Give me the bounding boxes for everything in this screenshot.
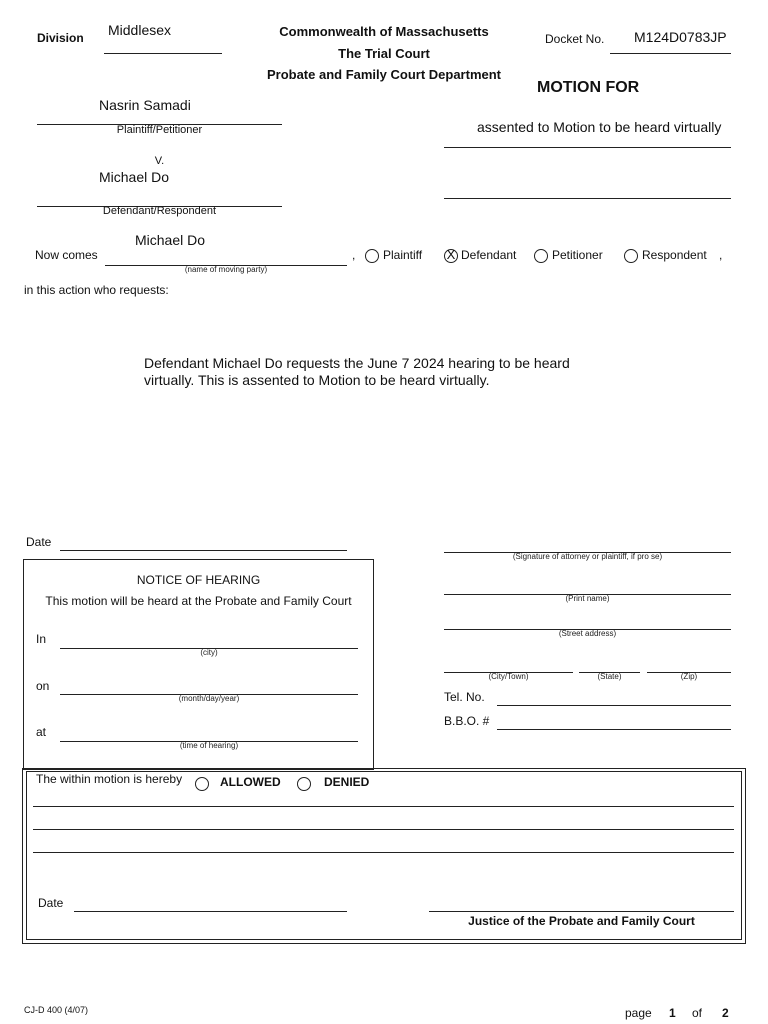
moving-party-caption: (name of moving party) [184, 265, 268, 274]
date-line[interactable] [60, 550, 347, 551]
notice-of-hearing-box [23, 559, 374, 770]
motion-subject-line [444, 147, 731, 148]
division-line [104, 53, 222, 54]
street-caption: (Street address) [558, 629, 617, 638]
tel-line[interactable] [497, 705, 731, 706]
denied-radio[interactable] [297, 777, 311, 791]
notice-time-caption: (time of hearing) [179, 741, 239, 750]
plaintiff-name[interactable]: Nasrin Samadi [99, 97, 191, 113]
check-mark-icon: X [446, 247, 456, 262]
plaintiff-label: Plaintiff/Petitioner [116, 124, 203, 136]
request-text-line2[interactable]: virtually. This is assented to Motion to be heard virtually. [144, 372, 490, 388]
petitioner-radio[interactable] [534, 249, 548, 263]
ruling-line-1[interactable] [33, 806, 734, 807]
motion-subject[interactable]: assented to Motion to be heard virtually [477, 119, 722, 135]
notice-at-label: at [36, 725, 47, 739]
defendant-option-label: Defendant [461, 248, 517, 262]
state-caption: (State) [597, 672, 622, 681]
page-number: 1 [669, 1006, 676, 1020]
court-name-line3: Probate and Family Court Department [266, 67, 502, 82]
ruling-line-3[interactable] [33, 852, 734, 853]
docket-line [610, 53, 731, 54]
notice-on-label: on [36, 679, 50, 693]
date-label: Date [26, 535, 52, 549]
trailing-comma: , [719, 248, 723, 262]
form-id: CJ-D 400 (4/07) [24, 1005, 89, 1015]
allowed-radio[interactable] [195, 777, 209, 791]
comma: , [352, 248, 356, 262]
justice-signature-line[interactable] [429, 911, 734, 912]
ruling-lead-text: The within motion is hereby [36, 772, 183, 786]
notice-in-label: In [36, 632, 47, 646]
bbo-label: B.B.O. # [444, 714, 490, 728]
ruling-date-label: Date [38, 896, 64, 910]
of-label: of [692, 1006, 703, 1020]
notice-date-caption: (month/day/year) [178, 694, 240, 703]
division-label: Division [37, 31, 84, 45]
petitioner-option-label: Petitioner [552, 248, 603, 262]
request-text-line1[interactable]: Defendant Michael Do requests the June 7 2024 hearing to be heard [144, 355, 570, 371]
allowed-label: ALLOWED [220, 775, 281, 789]
page-label: page [625, 1006, 652, 1020]
versus-label: V. [154, 155, 165, 167]
moving-party-value[interactable]: Michael Do [135, 232, 206, 248]
print-name-caption: (Print name) [565, 594, 610, 603]
plaintiff-radio[interactable] [365, 249, 379, 263]
zip-caption: (Zip) [680, 672, 698, 681]
motion-title: MOTION FOR [537, 79, 640, 96]
docket-value[interactable]: M124D0783JP [634, 29, 727, 45]
bbo-line[interactable] [497, 729, 731, 730]
respondent-radio[interactable] [624, 249, 638, 263]
plaintiff-option-label: Plaintiff [383, 248, 423, 262]
defendant-name[interactable]: Michael Do [99, 169, 170, 185]
ruling-date-line[interactable] [74, 911, 347, 912]
motion-subject-line-2[interactable] [444, 198, 731, 199]
defendant-radio[interactable] [444, 249, 458, 263]
tel-label: Tel. No. [444, 690, 485, 704]
page-total: 2 [722, 1006, 729, 1020]
city-caption: (City/Town) [488, 672, 529, 681]
docket-label: Docket No. [545, 32, 605, 46]
request-label: in this action who requests: [24, 283, 169, 297]
justice-caption: Justice of the Probate and Family Court [468, 914, 695, 928]
court-name-line2: The Trial Court [338, 46, 430, 61]
defendant-label: Defendant/Respondent [102, 205, 217, 217]
now-comes-label: Now comes [35, 248, 98, 262]
division-value[interactable]: Middlesex [108, 22, 172, 38]
denied-label: DENIED [324, 775, 370, 789]
notice-subtitle: This motion will be heard at the Probate and Family Court [45, 594, 352, 608]
court-name-line1: Commonwealth of Massachusetts [279, 24, 489, 39]
ruling-line-2[interactable] [33, 829, 734, 830]
signature-caption: (Signature of attorney or plaintiff, if pro se) [512, 552, 663, 561]
notice-title: NOTICE OF HEARING [136, 573, 261, 587]
notice-city-caption: (city) [200, 648, 218, 657]
respondent-option-label: Respondent [642, 248, 707, 262]
